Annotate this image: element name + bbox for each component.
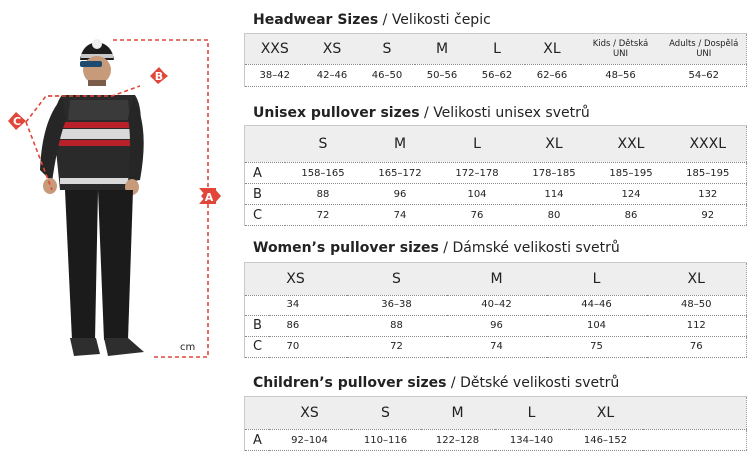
kids-line2: UNI: [612, 49, 629, 59]
women-header-row: [245, 263, 747, 296]
size-header: L: [495, 397, 569, 430]
table-cell: 122–128: [421, 430, 495, 451]
unisex-title-rest: / Velikosti unisex svetrů: [419, 105, 590, 121]
table-cell: 86: [269, 315, 347, 336]
table-cell: 92: [670, 205, 747, 226]
table-cell: 40–42: [447, 295, 547, 315]
size-header: S: [360, 34, 415, 65]
table-cell: 104: [547, 315, 647, 336]
table-cell: 34: [269, 295, 347, 315]
kids-uni-header: [580, 34, 662, 65]
table-cell: 74: [362, 205, 439, 226]
table-cell: 178–185: [516, 163, 593, 184]
table-cell: 38–42: [245, 65, 305, 87]
size-header: XS: [305, 34, 360, 65]
size-header: XS: [245, 263, 347, 296]
size-header: M: [447, 263, 547, 296]
women-title: [253, 240, 620, 256]
table-row: [245, 184, 747, 205]
table-cell: 75: [547, 336, 647, 357]
table-cell: 42–46: [305, 65, 360, 87]
headwear-table: [244, 33, 747, 87]
table-cell: 54–62: [662, 65, 747, 87]
size-header: XXS: [245, 34, 305, 65]
table-cell: 72: [347, 336, 447, 357]
size-header: S: [351, 397, 421, 430]
size-header: XL: [647, 263, 747, 296]
children-header-row: [245, 397, 747, 430]
table-row: [245, 205, 747, 226]
table-cell: 146–152: [569, 430, 643, 451]
table-cell: 124: [593, 184, 670, 205]
women-title-bold: Women’s pullover sizes: [253, 240, 439, 256]
women-body-table: [244, 295, 747, 358]
table-cell: 86: [593, 205, 670, 226]
table-cell: 110–116: [351, 430, 421, 451]
unit-label: cm: [180, 342, 196, 353]
unisex-table: [244, 125, 747, 226]
table-row: [245, 163, 747, 184]
table-cell: 76: [647, 336, 747, 357]
row-label: A: [245, 430, 269, 451]
children-title-rest: / Dětské velikosti svetrů: [446, 375, 620, 391]
size-header: L: [470, 34, 525, 65]
table-cell: 80: [516, 205, 593, 226]
unisex-header-row: [245, 126, 747, 163]
size-header: XL: [525, 34, 580, 65]
table-cell: 74: [447, 336, 547, 357]
size-header: S: [285, 126, 362, 163]
table-cell: 46–50: [360, 65, 415, 87]
adults-line2: UNI: [696, 49, 712, 59]
table-row: [245, 65, 747, 87]
children-title: [253, 375, 619, 391]
table-cell: 104: [439, 184, 516, 205]
row-label: A: [245, 163, 285, 184]
table-row: [245, 336, 747, 357]
table-cell: 88: [347, 315, 447, 336]
size-header: XS: [269, 397, 351, 430]
table-cell: 112: [647, 315, 747, 336]
corner-cell: [245, 397, 269, 430]
marker-b-icon: [150, 67, 168, 84]
corner-cell: [245, 126, 285, 163]
size-header: XXXL: [670, 126, 747, 163]
table-cell: 185–195: [670, 163, 747, 184]
row-label: [245, 295, 269, 315]
row-label: C: [245, 205, 285, 226]
unisex-title-bold: Unisex pullover sizes: [253, 105, 420, 121]
headwear-header-row: [245, 34, 747, 65]
row-label: B: [245, 315, 269, 336]
size-header: M: [415, 34, 470, 65]
marker-b-label: B: [154, 70, 164, 83]
size-header: XXL: [593, 126, 670, 163]
table-cell: 88: [285, 184, 362, 205]
women-table: [244, 262, 747, 296]
table-cell: 62–66: [525, 65, 580, 87]
headwear-title: [253, 12, 491, 28]
row-label: C: [245, 336, 269, 357]
children-title-bold: Children’s pullover sizes: [253, 375, 447, 391]
table-cell: 44–46: [547, 295, 647, 315]
table-cell: 158–165: [285, 163, 362, 184]
table-cell: 76: [439, 205, 516, 226]
women-title-rest: / Dámské velikosti svetrů: [438, 240, 620, 256]
empty-header-cell: [643, 397, 747, 430]
person-illustration: [40, 39, 144, 356]
table-cell: 56–62: [470, 65, 525, 87]
table-row: [245, 315, 747, 336]
headwear-title-rest: / Velikosti čepic: [378, 12, 491, 28]
table-cell: 185–195: [593, 163, 670, 184]
marker-a-icon: [199, 188, 221, 204]
marker-a-label: A: [204, 191, 214, 204]
marker-c-label: C: [12, 115, 22, 128]
size-header: S: [347, 263, 447, 296]
table-cell: 50–56: [415, 65, 470, 87]
table-cell: 165–172: [362, 163, 439, 184]
table-cell: 96: [447, 315, 547, 336]
table-cell: 172–178: [439, 163, 516, 184]
size-header: L: [439, 126, 516, 163]
size-header: L: [547, 263, 647, 296]
headwear-title-bold: Headwear Sizes: [253, 12, 379, 28]
marker-c-icon: [8, 112, 26, 130]
size-header: M: [421, 397, 495, 430]
table-cell: 70: [269, 336, 347, 357]
table-cell: 132: [670, 184, 747, 205]
kids-line1: Kids / Dětská: [592, 39, 649, 49]
table-row: [245, 430, 747, 451]
adults-uni-header: [662, 34, 747, 65]
table-cell: 134–140: [495, 430, 569, 451]
table-cell: 48–50: [647, 295, 747, 315]
adults-line1: Adults / Dospělá: [669, 39, 739, 49]
table-cell: 92–104: [269, 430, 351, 451]
children-table: [244, 396, 747, 451]
row-label: B: [245, 184, 285, 205]
model-figure: [0, 0, 240, 469]
size-header: XL: [569, 397, 643, 430]
empty-cell: [643, 430, 747, 451]
size-header: XL: [516, 126, 593, 163]
table-cell: 36–38: [347, 295, 447, 315]
table-row: [245, 295, 747, 315]
table-cell: 72: [285, 205, 362, 226]
table-cell: 114: [516, 184, 593, 205]
unisex-title: [253, 105, 590, 121]
table-cell: 48–56: [580, 65, 662, 87]
table-cell: 96: [362, 184, 439, 205]
size-header: M: [362, 126, 439, 163]
